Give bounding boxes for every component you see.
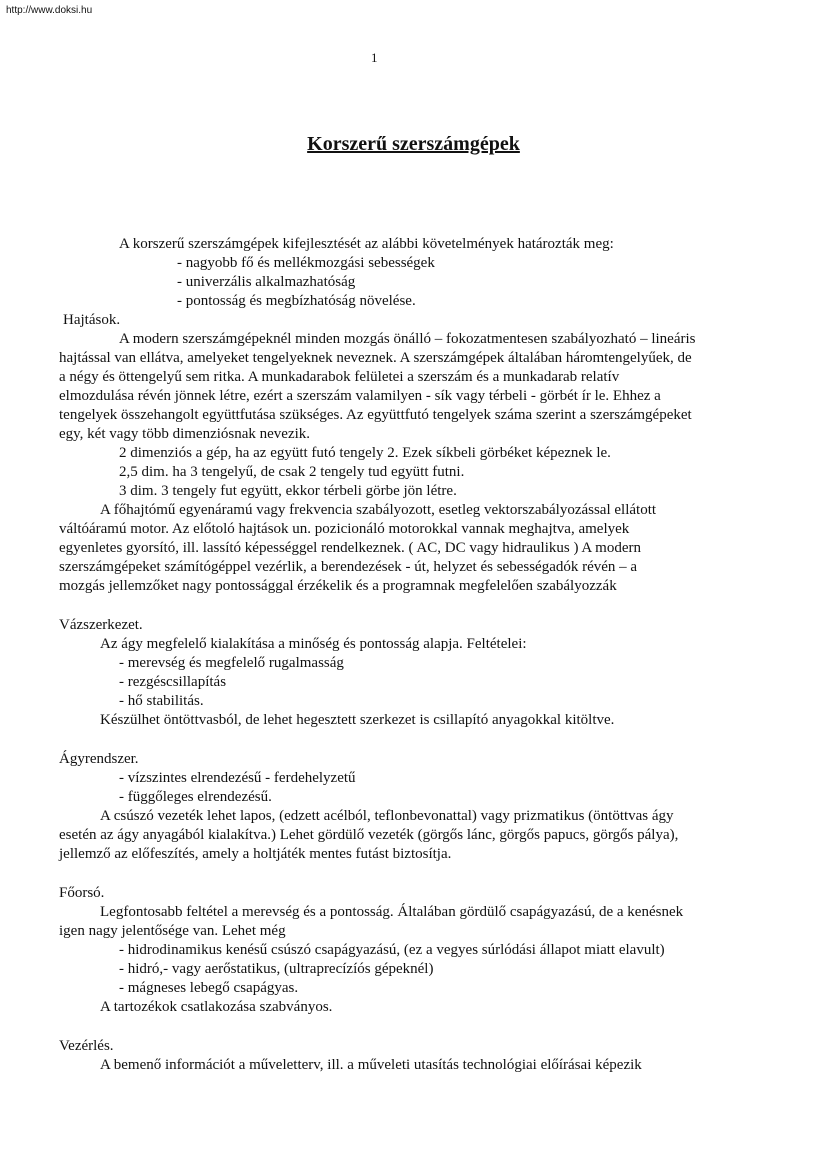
paragraph-line: Készülhet öntöttvasból, de lehet hegesztett szerkezet is csillapító anyagokkal kitöltve. xyxy=(100,712,615,728)
source-url[interactable]: http://www.doksi.hu xyxy=(6,5,93,16)
paragraph-line: egyenletes gyorsító, ill. lassító képességgel rendelkeznek. ( AC, DC vagy hidraulikus ) A modern xyxy=(59,540,641,556)
list-item: - hidró,- vagy aerőstatikus, (ultraprecízíós gépeknél) xyxy=(119,961,434,977)
section-heading-vazszerkezet: Vázszerkezet. xyxy=(59,617,143,633)
dimension-line: 2 dimenziós a gép, ha az együtt futó tengely 2. Ezek síkbeli görbéket képeznek le. xyxy=(119,445,611,461)
paragraph-line: a négy és öttengelyű sem ritka. A munkadarabok felületei a szerszám és a munkadarab relatív xyxy=(59,369,620,385)
paragraph-line: Az ágy megfelelő kialakítása a minőség és pontosság alapja. Feltételei: xyxy=(100,636,527,652)
list-item: - mágneses lebegő csapágyas. xyxy=(119,980,299,996)
intro-line: A korszerű szerszámgépek kifejlesztését az alábbi követelmények határozták meg: xyxy=(119,236,614,252)
section-heading-agyrendszer: Ágyrendszer. xyxy=(59,751,139,767)
paragraph-line: tengelyek összehangolt együttfutása szükséges. Az együttfutó tengelyek száma szerint a szerszámgépeket xyxy=(59,407,692,423)
document-title: Korszerű szerszámgépek xyxy=(307,133,520,155)
paragraph-line: hajtással van ellátva, amelyeket tengelyeknek neveznek. A szerszámgépek általában háromtengelyűek, de xyxy=(59,350,692,366)
list-item: - függőleges elrendezésű. xyxy=(119,789,272,805)
list-item: - merevség és megfelelő rugalmasság xyxy=(119,655,344,671)
dimension-line: 3 dim. 3 tengely fut együtt, ekkor térbeli görbe jön létre. xyxy=(119,483,457,499)
requirement-item: - nagyobb fő és mellékmozgási sebességek xyxy=(177,255,435,271)
section-heading-vezerles: Vezérlés. xyxy=(59,1038,114,1054)
paragraph-line: A csúszó vezeték lehet lapos, (edzett acélból, teflonbevonattal) vagy prizmatikus (öntöttvas ágy xyxy=(100,808,674,824)
paragraph-line: A tartozékok csatlakozása szabványos. xyxy=(100,999,333,1015)
list-item: - hidrodinamikus kenésű csúszó csapágyazású, (ez a vegyes súrlódási állapot miatt elavult) xyxy=(119,942,665,958)
section-heading-foorso: Főorsó. xyxy=(59,885,105,901)
paragraph-line: váltóáramú motor. Az előtoló hajtások un. pozicionáló motorokkal vannak meghajtva, amelyek xyxy=(59,521,630,537)
requirement-item: - pontosság és megbízhatóság növelése. xyxy=(177,293,416,309)
paragraph-line: A modern szerszámgépeknél minden mozgás önálló – fokozatmentesen szabályozható – lineáris xyxy=(119,331,696,347)
paragraph-line: Legfontosabb feltétel a merevség és a pontosság. Általában gördülő csapágyazású, de a kenésnek xyxy=(100,904,684,920)
section-heading-hajtasok: Hajtások. xyxy=(63,312,121,328)
paragraph-line: elmozdulása révén jönnek létre, ezért a szerszám valamilyen - sík vagy térbeli - görbét ír le. Ehhez a xyxy=(59,388,661,404)
paragraph-line: igen nagy jelentősége van. Lehet még xyxy=(59,923,286,939)
paragraph-line: szerszámgépeket számítógéppel vezérlik, a berendezések - út, helyzet és sebességadók révén – a xyxy=(59,559,638,575)
paragraph-line: A főhajtómű egyenáramú vagy frekvencia szabályozott, esetleg vektorszabályozással ellátott xyxy=(100,502,657,518)
requirement-item: - univerzális alkalmazhatóság xyxy=(177,274,356,290)
dimension-line: 2,5 dim. ha 3 tengelyű, de csak 2 tengely tud együtt futni. xyxy=(119,464,465,480)
list-item: - vízszintes elrendezésű - ferdehelyzetű xyxy=(119,770,356,786)
page-number: 1 xyxy=(371,50,378,65)
paragraph-line: egy, két vagy több dimenziósnak nevezik. xyxy=(59,426,311,442)
paragraph-line: jellemző az előfeszítés, amely a holtjáték mentes futást biztosítja. xyxy=(59,846,452,862)
paragraph-line: esetén az ágy anyagából kialakítva.) Lehet gördülő vezeték (görgős lánc, görgős papucs, görgős pálya), xyxy=(59,827,679,843)
paragraph-line: mozgás jellemzőket nagy pontossággal érzékelik és a programnak megfelelően szabályozzák xyxy=(59,578,617,594)
paragraph-line: A bemenő információt a műveletterv, ill. a műveleti utasítás technológiai előírásai képezik xyxy=(100,1057,642,1073)
list-item: - hő stabilitás. xyxy=(119,693,204,709)
list-item: - rezgéscsillapítás xyxy=(119,674,227,690)
